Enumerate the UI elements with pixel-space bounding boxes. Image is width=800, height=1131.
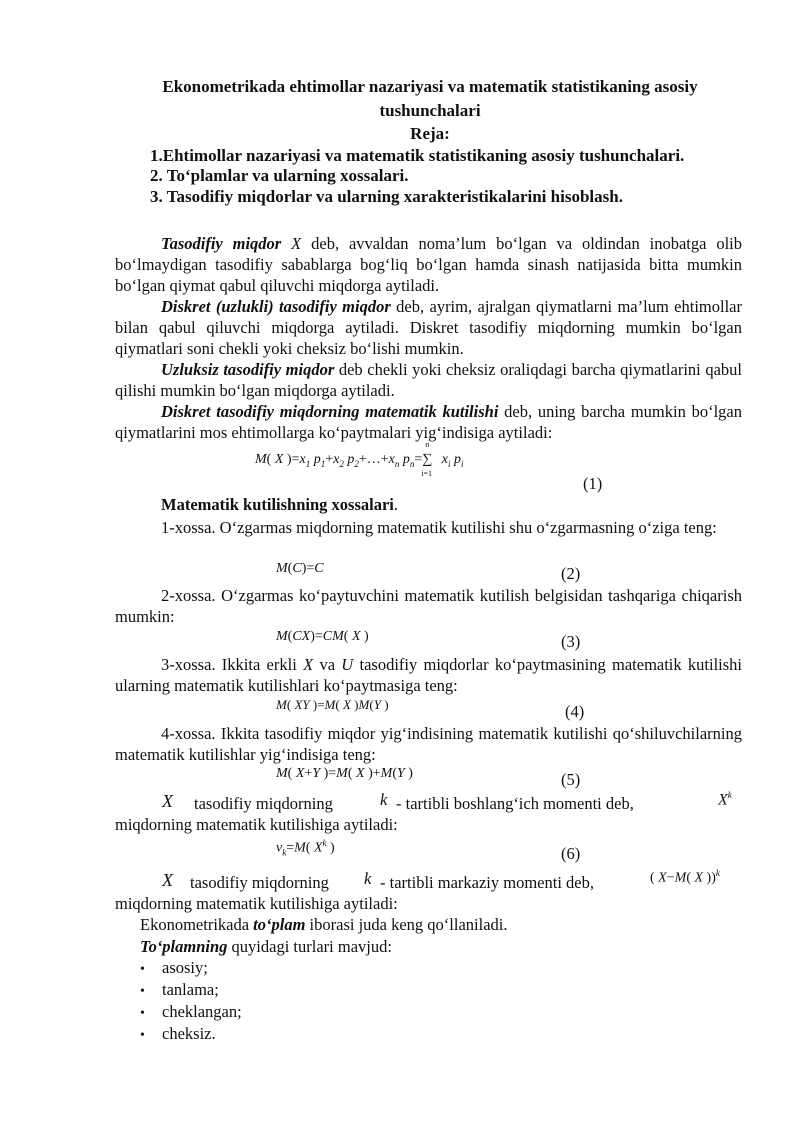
equation-number-1: (1) bbox=[583, 474, 603, 493]
equation-number-6: (6) bbox=[561, 844, 581, 863]
moment-central-text-a: tasodifiy miqdorning bbox=[190, 873, 329, 892]
list-item: • cheklangan; bbox=[140, 1002, 242, 1021]
plan-heading: Reja: bbox=[410, 124, 450, 143]
properties-heading: Matematik kutilishning xossalari. bbox=[161, 495, 398, 514]
moment-initial-text-c: miqdorning matematik kutilishiga aytiladi: bbox=[115, 815, 398, 834]
symbol-x-power-k: $X^k$ bbox=[718, 790, 732, 809]
property-2: 2-xossa. O‘zgarmas ko‘paytuvchini matematik kutilish belgisidan tashqariga chiqarish mumkin: bbox=[115, 586, 742, 626]
formula-central-moment-expr: ( X−M( X ))$^k$ bbox=[650, 868, 720, 886]
formula-property-2: M(CX)=CM( X ) bbox=[276, 629, 369, 644]
symbol-k-2: k bbox=[364, 869, 372, 888]
plan-item-2: 2. To‘plamlar va ularning xossalari. bbox=[150, 166, 409, 185]
set-types-sentence: To‘plamning quyidagi turlari mavjud: bbox=[140, 937, 392, 956]
moment-central-text-b: - tartibli markaziy momenti deb, bbox=[380, 873, 594, 892]
equation-number-3: (3) bbox=[561, 632, 581, 651]
formula-initial-moment: $v_k=M$( $X^k$ ) bbox=[276, 838, 335, 858]
equation-number-4: (4) bbox=[565, 702, 585, 721]
formula-expectation-sum: M( X )$=x_1$ $p_1+x_2$ $p_2+\dots+x_n$ $p_n=$ n ∑ i=1 $x_i$ $p_i$ bbox=[255, 440, 464, 478]
list-item: • cheksiz. bbox=[140, 1024, 216, 1043]
term-random-variable: Tasodifiy miqdor bbox=[161, 234, 282, 253]
plan-item-1: 1.Ehtimollar nazariyasi va matematik statistikaning asosiy tushunchalari. bbox=[150, 146, 685, 165]
moment-initial-text-b: - tartibli boshlang‘ich momenti deb, bbox=[396, 794, 634, 813]
definition-expectation: Diskret tasodifiy miqdorning matematik kutilishi deb, uning barcha mumkin bo‘lgan qiymatlarini mos ehtimollarga ko‘paytmalari yig‘indisiga aytiladi: bbox=[115, 402, 742, 442]
term-expectation: Diskret tasodifiy miqdorning matematik kutilishi bbox=[161, 402, 499, 421]
term-set-types: To‘plamning bbox=[140, 937, 228, 956]
term-continuous-variable: Uzluksiz tasodifiy miqdor bbox=[161, 360, 335, 379]
symbol-x-2: X bbox=[162, 870, 173, 890]
property-3: 3-xossa. Ikkita erkli X va U tasodifiy miqdorlar ko‘paytmasining matematik kutilishi ularning matematik kutilishlari ko‘paytmasiga teng: bbox=[115, 655, 743, 695]
definition-continuous-variable: Uzluksiz tasodifiy miqdor deb chekli yoki cheksiz oraliqdagi barcha qiymatlarini qabul qilishi mumkin bo‘lgan miqdorga aytiladi. bbox=[115, 360, 742, 400]
moment-central-text-c: miqdorning matematik kutilishiga aytiladi: bbox=[115, 894, 398, 913]
symbol-k: k bbox=[380, 790, 388, 809]
plan-item-3: 3. Tasodifiy miqdorlar va ularning xarakteristikalarini hisoblash. bbox=[150, 187, 623, 206]
equation-number-5: (5) bbox=[561, 770, 581, 789]
definition-discrete-variable: Diskret (uzlukli) tasodifiy miqdor deb, ayrim, ajralgan qiymatlarni ma’lum ehtimollar bilan qabul qiluvchi miqdorga aytiladi. Diskret tasodifiy miqdorning mumkin bo‘lgan qiymatlari soni chekli yoki cheksiz bo‘lishi mumkin. bbox=[115, 297, 742, 358]
formula-property-3: M( XY )=M( X )M(Y ) bbox=[276, 697, 389, 712]
econometrics-sentence: Ekonometrikada to‘plam iborasi juda keng qo‘llaniladi. bbox=[140, 915, 508, 934]
document-title-line-2: tushunchalari bbox=[379, 101, 481, 120]
list-item: • tanlama; bbox=[140, 980, 219, 999]
list-item: • asosiy; bbox=[140, 958, 208, 977]
formula-property-4: M( X+Y )=M( X )+M(Y ) bbox=[276, 766, 413, 781]
moment-initial-text-a: tasodifiy miqdorning bbox=[194, 794, 333, 813]
symbol-x: X bbox=[162, 791, 173, 811]
equation-number-2: (2) bbox=[561, 564, 581, 583]
formula-property-1: M(C)=C bbox=[276, 561, 324, 576]
term-discrete-variable: Diskret (uzlukli) tasodifiy miqdor bbox=[161, 297, 391, 316]
property-4: 4-xossa. Ikkita tasodifiy miqdor yig‘indisining matematik kutilishi qo‘shiluvchilarning matematik kutilishlar yig‘indisiga teng: bbox=[115, 724, 742, 764]
term-set: to‘plam bbox=[253, 915, 306, 934]
property-1: 1-xossa. O‘zgarmas miqdorning matematik kutilishi shu o‘zgarmasning o‘ziga teng: bbox=[161, 518, 717, 537]
var-x: X bbox=[291, 234, 302, 253]
definition-random-variable: Tasodifiy miqdor X deb, avvaldan noma’lum bo‘lgan va oldindan inobatga olib bo‘lmaydigan tasodifiy sabablarga bog‘liq bo‘lgan hamda sinash natijasida bitta mumkin bo‘lgan qiymat qabul qiluvchi miqdorga aytiladi. bbox=[115, 234, 742, 295]
document-title-line-1: Ekonometrikada ehtimollar nazariyasi va matematik statistikaning asosiy bbox=[162, 77, 698, 96]
